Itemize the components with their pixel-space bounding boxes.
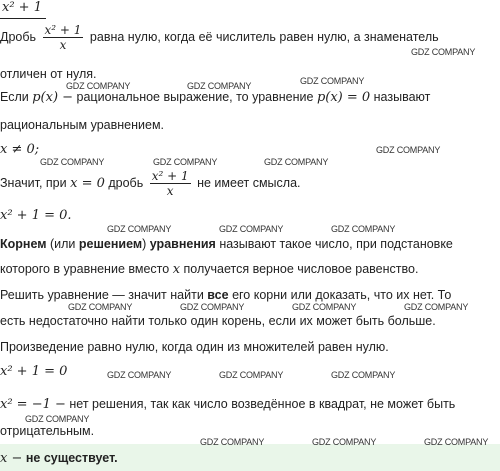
- answer-line: x − не существует.: [0, 451, 118, 466]
- solve-line-2: есть недостаточно найти только один корень, если их может быть больше.: [0, 314, 436, 328]
- definition-line-1: Корнем (или решением) уравнения называют такое число, при подстановке: [0, 237, 453, 251]
- watermark: GDZ COMPANY: [292, 302, 357, 312]
- watermark: GDZ COMPANY: [264, 157, 329, 167]
- watermark: GDZ COMPANY: [25, 414, 90, 424]
- watermark: GDZ COMPANY: [153, 157, 218, 167]
- no-solution-line-1: x² = −1 − нет решения, так как число возведённое в квадрат, не может быть: [0, 397, 456, 412]
- watermark: GDZ COMPANY: [300, 76, 365, 86]
- text-line-2: отличен от нуля.: [0, 67, 97, 81]
- watermark: GDZ COMPANY: [107, 370, 172, 380]
- watermark: GDZ COMPANY: [411, 47, 476, 57]
- watermark: GDZ COMPANY: [404, 302, 469, 312]
- no-solution-line-2: отрицательным.: [0, 424, 95, 438]
- watermark: GDZ COMPANY: [187, 81, 252, 91]
- watermark: GDZ COMPANY: [331, 224, 396, 234]
- math-equation-1: x² + 1 = 0.: [0, 208, 72, 223]
- watermark: GDZ COMPANY: [66, 81, 131, 91]
- top-fraction-numerator: x² + 1: [2, 0, 42, 15]
- text-line-4: рациональным уравнением.: [0, 118, 165, 132]
- product-rule: Произведение равно нулю, когда один из множителей равен нулю.: [0, 340, 389, 354]
- fraction: $\frac{\text{x² + 1}}{x}$: [151, 169, 189, 198]
- watermark: GDZ COMPANY: [40, 157, 105, 167]
- math-equation-2: x² + 1 = 0: [0, 364, 68, 379]
- text-line-5: Значит, при x = 0 дробь $\frac{\text{x² + 1}}{x}$ не имеет смысла.: [0, 169, 301, 198]
- watermark: GDZ COMPANY: [312, 437, 377, 447]
- watermark: GDZ COMPANY: [68, 302, 133, 312]
- fraction-bar: [0, 18, 46, 19]
- watermark: GDZ COMPANY: [424, 437, 489, 447]
- watermark: GDZ COMPANY: [376, 145, 441, 155]
- watermark: GDZ COMPANY: [331, 370, 396, 380]
- definition-line-2: которого в уравнение вместо x получается верное числовое равенство.: [0, 262, 419, 277]
- text-line-1: Дробь $\frac{\text{x² + 1}}{x}$ равна нулю, когда её числитель равен нулю, а знаменатель: [0, 23, 439, 52]
- watermark: GDZ COMPANY: [107, 224, 172, 234]
- fraction: $\frac{\text{x² + 1}}{x}$: [44, 23, 82, 52]
- solve-line-1: Решить уравнение — значит найти все его корни или доказать, что их нет. То: [0, 288, 452, 302]
- watermark: GDZ COMPANY: [219, 370, 284, 380]
- math-x-not-zero: x ≠ 0;: [0, 142, 40, 157]
- text-line-3: Если p(x) − рациональное выражение, то уравнение p(x) = 0 называют: [0, 90, 431, 105]
- watermark: GDZ COMPANY: [219, 224, 284, 234]
- watermark: GDZ COMPANY: [200, 437, 265, 447]
- watermark: GDZ COMPANY: [180, 302, 245, 312]
